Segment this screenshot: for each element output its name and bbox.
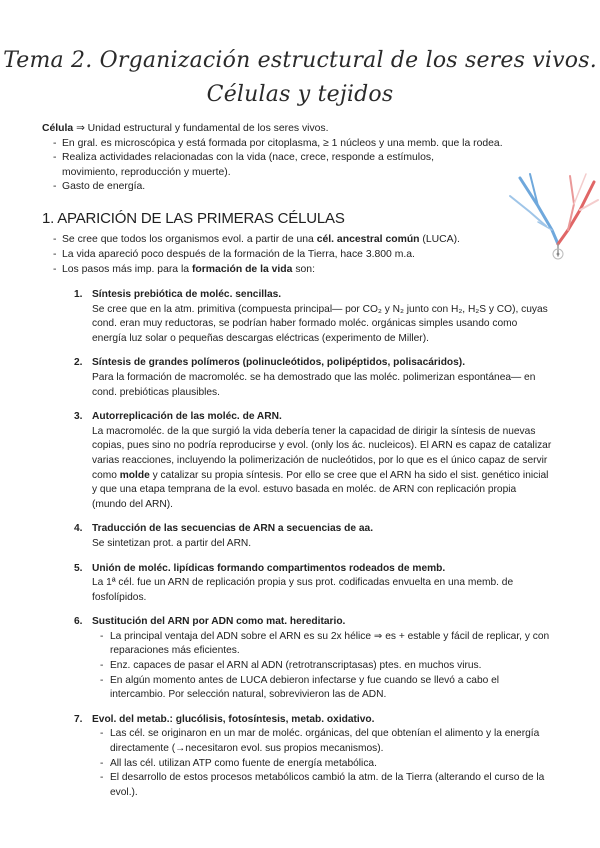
step-number: 7.	[74, 713, 83, 725]
list-item: - Gasto de energía.	[42, 180, 562, 195]
list-item: - Realiza actividades relacionadas con la vida (nace, crece, responde a estímulos, movimiento, reproducción y muerte).	[42, 151, 562, 180]
list-item	[42, 263, 562, 278]
step-sublist	[92, 630, 552, 703]
bold-term: cél. ancestral común	[316, 234, 420, 245]
step-number: 4.	[74, 523, 83, 535]
bold-term: formación de la vida	[191, 263, 293, 275]
step-body: Se cree que en la atm. primitiva (compuesta principal— por CO₂ y N₂ junto con H₂, H₂S y CO), cuyas cond. eran muy reductoras, se podrían haber formado moléc. orgánicas simples usando como energía luz solar o pequeñas descargas eléctricas (experimento de Miller).	[92, 303, 548, 344]
text: La macromoléc. de la que surgió la vida debería tener la capacidad de dirigir la síntesis de nuevas copias, pues sino no podría reproducirse y evol. (only los ác. nucleicos). El ARN es capaz de catalizar varias reacciones, incluyendo la polimerización de nucleótidos, por lo que es el único capaz de servir como	[92, 425, 552, 481]
list-item: - La vida apareció poco después de la formación de la Tierra, hace 3.800 m.a.	[42, 248, 562, 263]
list-item: - La principal ventaja del ADN sobre el ARN es su 2x hélice ⇒ es + estable y fácil de replicar, y con reparaciones más eficientes.	[92, 630, 552, 659]
step-heading: Síntesis de grandes polímeros (polinucleótidos, polipéptidos, polisacáridos).	[92, 357, 466, 369]
steps-list	[72, 288, 552, 800]
page-title-line-2: Células y tejidos	[206, 82, 394, 107]
step-number: 1.	[74, 289, 83, 300]
text: Los pasos más imp. para la	[62, 263, 192, 275]
step-body: Para la formación de macromoléc. se ha demostrado que las moléc. polimerizan espontánea— en cond. prebióticas plausibles.	[92, 371, 536, 398]
step-body	[92, 425, 552, 513]
list-item	[42, 233, 562, 248]
step-body: Se sintetizan prot. a partir del ARN.	[92, 537, 252, 549]
section-heading-1: 1. APARICIÓN DE LAS PRIMERAS CÉLULAS	[42, 210, 345, 227]
step-heading: Traducción de las secuencias de ARN a secuencias de aa.	[92, 523, 374, 535]
step-heading: Autorreplicación de las moléc. de ARN.	[92, 411, 282, 423]
intro-block	[42, 122, 562, 195]
step-heading: Síntesis prebiótica de moléc. sencillas.	[92, 289, 282, 300]
cell-properties-list	[42, 137, 562, 195]
step-body: La 1ª cél. fue un ARN de replicación propia y sus prot. codificadas envuelta en una memb. de fosfolípidos.	[92, 577, 514, 603]
list-item: - All las cél. utilizan ATP como fuente de energía metabólica.	[92, 757, 552, 772]
step-number: 6.	[74, 616, 83, 628]
cell-definition-text: ⇒ Unidad estructural y fundamental de los seres vivos.	[73, 123, 329, 134]
list-item: - Enz. capaces de pasar el ARN al ADN (retrotranscriptasas) ptes. en muchos virus.	[92, 659, 552, 674]
step-5	[72, 562, 552, 606]
step-heading: Evol. del metab.: glucólisis, fotosíntesis, metab. oxidativo.	[92, 713, 375, 725]
section-1-list	[42, 233, 562, 277]
step-number: 2.	[74, 357, 83, 369]
step-7	[72, 713, 552, 801]
text: y catalizar su propia síntesis. Por ello se cree que el ARN ha sido el sist. genético inicial y que una etapa temprana de la evol. estuvo basada en moléc. de ARN con replicación propia (mundo del ARN).	[92, 469, 549, 510]
step-heading: Unión de moléc. lipídicas formando compartimentos rodeados de memb.	[92, 562, 446, 574]
text: son:	[292, 263, 315, 275]
text: Se cree que todos los organismos evol. a partir de una	[62, 234, 317, 245]
step-heading: Sustitución del ARN por ADN como mat. hereditario.	[92, 616, 346, 628]
step-6	[72, 615, 552, 703]
text: (LUCA).	[419, 234, 460, 245]
step-number: 5.	[74, 562, 83, 574]
step-number: 3.	[74, 411, 83, 423]
step-2	[72, 356, 552, 400]
step-4	[72, 522, 552, 551]
step-1	[72, 288, 552, 346]
cell-term: Célula	[42, 123, 74, 134]
list-item: - El desarrollo de estos procesos metabólicos cambió la atm. de la Tierra (alterando el curso de la evol.).	[92, 771, 552, 800]
step-sublist	[92, 727, 552, 800]
bold-term: molde	[119, 469, 150, 481]
page-title-line-1: Tema 2. Organización estructural de los seres vivos.	[3, 48, 597, 73]
list-item: - Las cél. se originaron en un mar de moléc. orgánicas, del que obtenían el alimento y la energía directamente (→necesitaron evol. sus propios mecanismos).	[92, 727, 552, 756]
cell-definition	[42, 122, 562, 137]
list-item: - En algún momento antes de LUCA debieron infectarse y fue cuando se llevó a cabo el intercambio. Por selección natural, sobrevivieron las de ADN.	[92, 674, 552, 703]
step-3	[72, 410, 552, 512]
list-item: - En gral. es microscópica y está formada por citoplasma, ≥ 1 núcleos y una memb. que la rodea.	[42, 137, 562, 152]
